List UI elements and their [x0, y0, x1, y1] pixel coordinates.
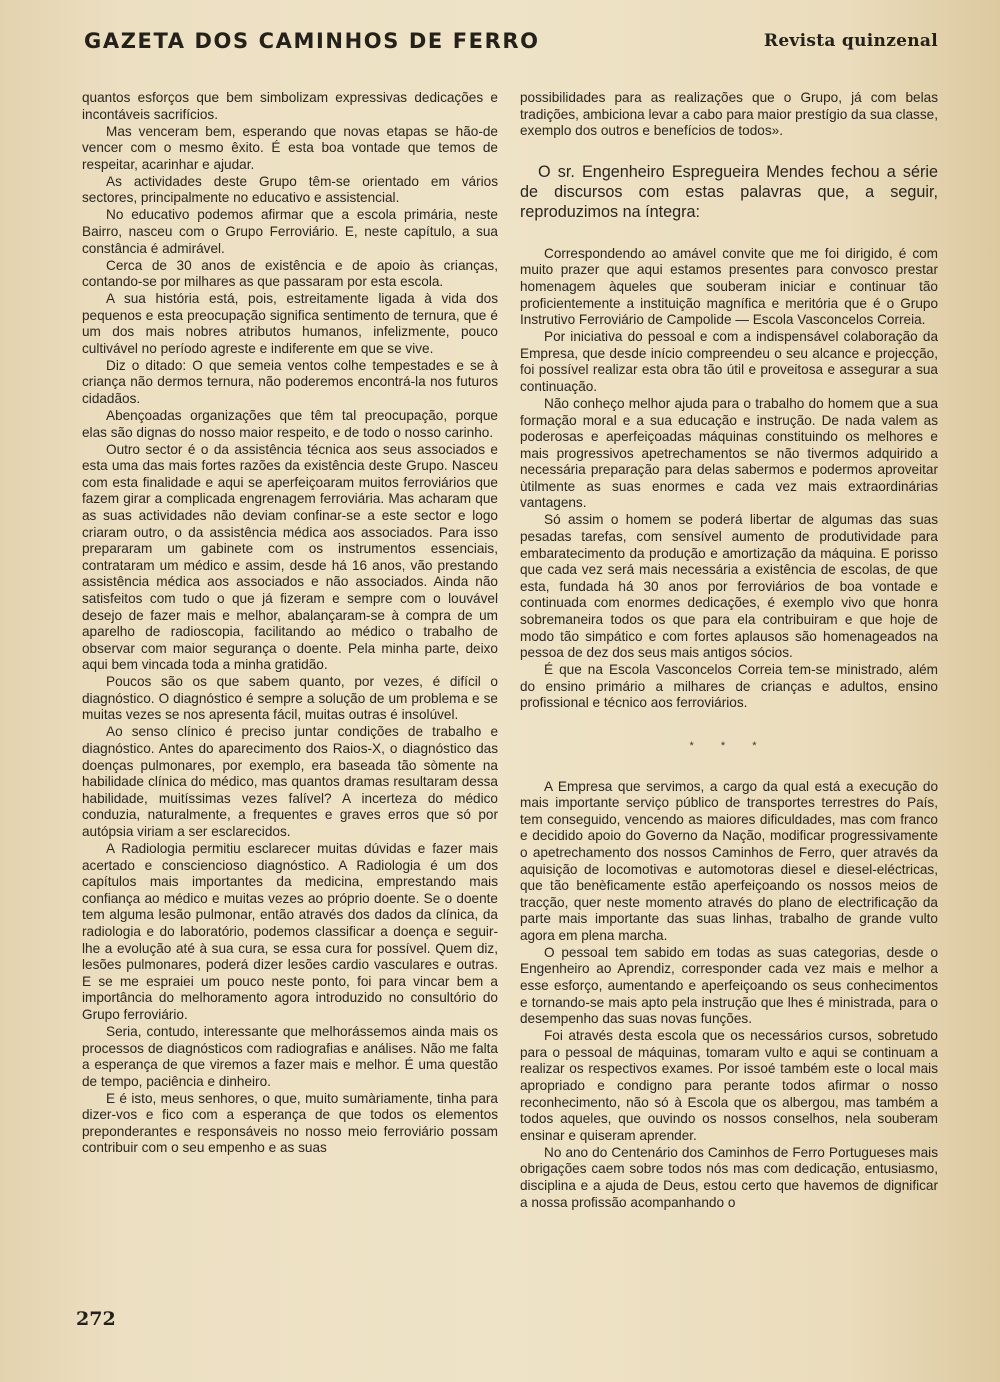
paragraph: Poucos são os que sabem quanto, por vezes, é difícil o diagnóstico. O diagnóstico é sempre a solução de um problema e se muitas vezes se nos apresenta fácil, muitas outras é insolúvel.: [82, 674, 498, 723]
paragraph: As actividades deste Grupo têm-se orientado em vários sectores, principalmente no educativo e assistencial.: [82, 173, 498, 206]
paragraph: No educativo podemos afirmar que a escola primária, neste Bairro, nasceu com o Grupo Ferroviário. E, neste capítulo, a sua constância é admirável.: [82, 207, 498, 256]
left-column: [82, 90, 498, 1157]
paragraph: A Radiologia permitiu esclarecer muitas dúvidas e fazer mais acertado e consciencioso diagnóstico. A Radiologia é um dos capítulos mais importantes da medicina, emprestando mais confiança ao médico e muitas vezes ao próprio doente. Se o doente tem alguma lesão pulmonar, então através dos dados da clínica, da radiologia e do laboratório, podemos classificar a doença e seguir-lhe a evolução até à sua cura, se essa cura for possível. Quem diz, lesões pulmonares, poderá dizer lesões cardio vasculares e outras. E se me espraiei um pouco neste ponto, foi para vincar bem a importância do melhoramento agora introduzido no consultório do Grupo ferroviário.: [82, 841, 498, 1022]
speech-paragraph: A Empresa que servimos, a cargo da qual está a execução do mais importante serviço público de transportes terrestres do País, tem conseguido, vencendo as maiores dificuldades, mas com franco e decidido apoio do Governo da Nação, modificar progressivamente o apetrechamento dos nossos Caminhos de Ferro, quer através da aquisição de locomotivas e automotoras diesel e diesel-eléctricas, que tão benèficamente estão aperfeiçoando os nossos meios de tracção, quer neste momento através do plano de electrificação da parte mais importante das suas linhas, trabalho de grande vulto agora em plena marcha.: [520, 778, 938, 943]
section-separator: * * *: [689, 739, 769, 752]
page-number: 272: [76, 1308, 116, 1330]
speech-introduction: O sr. Engenheiro Espregueira Mendes fechou a série de discursos com estas palavras que, a seguir, reproduzimos na íntegra:: [520, 162, 938, 221]
paragraph: possibilidades para as realizações que o Grupo, já com belas tradições, ambiciona levar a cabo para maior prestígio da sua classe, exemplo dos outros e benefícios de todos».: [520, 90, 938, 139]
page-header: [84, 26, 938, 56]
speech-paragraph: Só assim o homem se poderá libertar de algumas das suas pesadas tarefas, com sensível aumento de produtividade para embaratecimento da produção e amortização da máquina. E porisso que cada vez será mais necessária a existência de escolas, de que esta, fundada há 30 anos por ferroviários de boa vontade e continuada com enormes dedicações, é exemplo vivo que honra sobremaneira todos os que para ela contribuiram e que hoje de modo tão simpático e com fortes aplausos são homenageados na pessoa de dez dos seus mais antigos sócios.: [520, 512, 938, 661]
speech-paragraph: No ano do Centenário dos Caminhos de Ferro Portugueses mais obrigações caem sobre todos nós mas com dedicação, entusiasmo, disciplina e a ajuda de Deus, estou certo que havemos de dignificar a nossa profissão acompanhando o: [520, 1144, 938, 1210]
paragraph: Mas venceram bem, esperando que novas etapas se hão-de vencer com o mesmo êxito. É esta boa vontade que temos de respeitar, acarinhar e ajudar.: [82, 123, 498, 172]
paragraph: A sua história está, pois, estreitamente ligada à vida dos pequenos e esta preocupação significa sentimento de ternura, que é um dos mais nobres atributos humanos, infelizmente, pouco cultivável no período agreste e indiferente em que se vive.: [82, 291, 498, 356]
speech-paragraph: Não conheço melhor ajuda para o trabalho do homem que a sua formação moral e a sua educação e instrução. De nada valem as poderosas e aperfeiçoadas máquinas constituindo os melhores e mais progressivos apetrechamentos se não tivermos adquirido a necessária preparação para delas sabermos e podermos aproveitar ùtilmente as suas enormes e cada vez mais extraordinárias vantagens.: [520, 395, 938, 511]
paragraph: Outro sector é o da assistência técnica aos seus associados e esta uma das mais fortes razões da existência deste Grupo. Nasceu com esta finalidade e aqui se aperfeiçoaram muitos ferroviários que fazem girar a complicada engrenagem ferroviária. Mas acharam que as suas actividades não deviam confinar-se a este sector e logo criaram outro, o da assistência médica aos associados. Para isso prepararam um gabinete com os instrumentos essenciais, contrataram um médico e assim, desde há 16 anos, vão prestando assistência médica aos associados e não associados. Ainda não satisfeitos com tudo o que já fizeram e sempre com o louvável desejo de fazer mais e melhor, abalançaram-se à compra de um aparelho de radioscopia, facilitando ao médico o trabalho de observar com maior segurança o doente. Pela minha parte, deixo aqui bem vincada toda a minha gratidão.: [82, 441, 498, 673]
speech-paragraph: Correspondendo ao amável convite que me foi dirigido, é com muito prazer que aqui estamos presentes para convosco prestar homenagem àqueles que souberam iniciar e continuar tão proficientemente a instituição magnífica e meritória que é o Grupo Instrutivo Ferroviário de Campolide — Escola Vasconcelos Correia.: [520, 245, 938, 328]
speech-paragraph: Foi através desta escola que os necessários cursos, sobretudo para o pessoal de máquinas, tomaram vulto e aqui se continuam a realizar os respectivos exames. Por issoé também este o local mais apropriado e condigno para perante todos afirmar o nosso reconhecimento, não só à Escola que os albergou, mas também a todos aqueles, que ouvindo os nossos conselhos, nela souberam ensinar e quiseram aprender.: [520, 1028, 938, 1143]
paragraph: Diz o ditado: O que semeia ventos colhe tempestades e se à criança não dermos ternura, não poderemos encontrá-la nos futuros cidadãos.: [82, 357, 498, 407]
speech-paragraph: Por iniciativa do pessoal e com a indispensável colaboração da Empresa, que desde início compreendeu o seu alcance e projecção, foi possível realizar esta obra tão útil e proveitosa e assegurar a sua continuação.: [520, 329, 938, 394]
publication-title: GAZETA DOS CAMINHOS DE FERRO: [84, 29, 540, 53]
paragraph: Abençoadas organizações que têm tal preocupação, porque elas são dignas do nosso maior respeito, e de todo o nosso carinho.: [82, 408, 498, 440]
paragraph: Seria, contudo, interessante que melhorássemos ainda mais os processos de diagnósticos com radiografias e análises. Não me falta a esperança de que viremos a fazer mais e melhor. É uma questão de tempo, paciência e dinheiro.: [82, 1023, 498, 1089]
speech-paragraph: É que na Escola Vasconcelos Correia tem-se ministrado, além do ensino primário a milhares de crianças e adultos, ensino profissional e técnico aos ferroviários.: [520, 662, 938, 711]
right-column: [520, 90, 938, 1211]
speech-paragraph: O pessoal tem sabido em todas as suas categorias, desde o Engenheiro ao Aprendiz, corresponder cada vez mais e melhor a esse esforço, aumentando e aperfeiçoando os seus conhecimentos e tornando-se mais apto pela instrução que lhes é ministrada, para o desempenho das suas novas funções.: [520, 944, 938, 1027]
paragraph: quantos esforços que bem simbolizam expressivas dedicações e incontáveis sacrifícios.: [82, 90, 498, 122]
paragraph: E é isto, meus senhores, o que, muito sumàriamente, tinha para dizer-vos e fico com a esperança de que todos os elementos preponderantes e responsáveis no nosso meio ferroviário possam contribuir com o seu empenho e as suas: [82, 1090, 498, 1156]
paragraph: Cerca de 30 anos de existência e de apoio às crianças, contando-se por milhares as que passaram por esta escola.: [82, 257, 498, 290]
paragraph: Ao senso clínico é preciso juntar condições de trabalho e diagnóstico. Antes do aparecimento dos Raios-X, o diagnóstico das doenças pulmonares, por exemplo, era baseada tão sòmente na habilidade clínica do médico, mas quantos dramas resultaram dessa habilidade, muitíssimas vezes falível? A incerteza do médico conduzia, naturalmente, a frequentes e graves erros que só por autópsia viriam a ser esclarecidos.: [82, 724, 498, 840]
publication-subtitle: Revista quinzenal: [763, 31, 938, 51]
